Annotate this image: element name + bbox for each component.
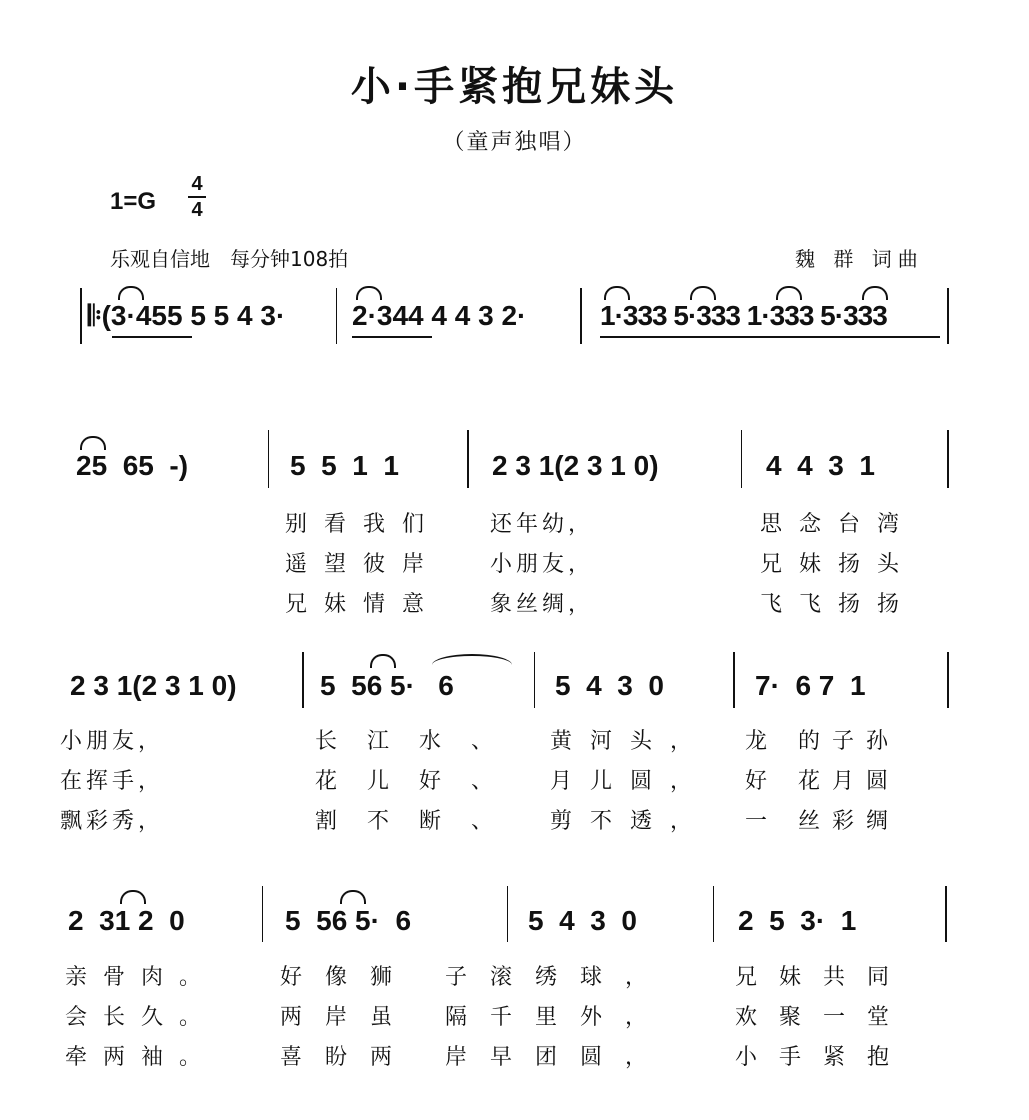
tempo-marking: 乐观自信地 每分钟108拍	[110, 247, 349, 271]
lyric-text: 象丝绸，	[490, 592, 595, 617]
measure: 5 56 5· 6	[320, 670, 454, 701]
lyric-block	[65, 958, 945, 1078]
measure: 4 4 3 1	[766, 450, 875, 481]
time-top: 4	[191, 173, 203, 195]
lyric-text: 兄妹情意	[285, 592, 442, 617]
lyric-text: 小朋友，	[490, 552, 595, 577]
barline	[713, 886, 714, 942]
tie-arc	[604, 286, 630, 300]
time-signature	[188, 172, 206, 222]
author-credit: 魏 群 词曲	[795, 247, 924, 271]
lyric-text: 欢聚一堂	[735, 1005, 912, 1030]
lyric-text: 小手紧抱	[735, 1045, 912, 1070]
measure: 2 3 1(2 3 1 0)	[492, 450, 659, 481]
barline	[336, 288, 337, 344]
barline	[467, 430, 469, 488]
tie-arc	[690, 286, 716, 300]
measure: 𝄆(3·455 5 5 4 3·	[88, 300, 286, 331]
lyric-text: 一 丝彩绸	[745, 809, 900, 834]
slur-arc	[432, 654, 512, 676]
key-signature: 1=G	[110, 188, 157, 215]
lyric-text: 思念台湾	[760, 512, 917, 537]
tie-arc	[118, 286, 144, 300]
lyric-text: 长江水、	[315, 729, 524, 754]
barline	[507, 886, 508, 942]
lyric-text: 好像狮 子滚绣球，	[280, 965, 670, 990]
lyric-text: 遥望彼岸	[285, 552, 442, 577]
beam	[600, 336, 940, 338]
barline	[268, 430, 269, 488]
tie-arc	[776, 286, 802, 300]
barline	[302, 652, 304, 708]
lyric-block	[285, 505, 945, 625]
lyric-text: 剪不透，	[550, 809, 711, 834]
tie-arc	[370, 654, 396, 668]
song-title: 小·手紧抱兄妹头	[350, 64, 679, 110]
measure: 2 31 2 0	[68, 905, 185, 936]
barline	[741, 430, 742, 488]
measure: 7· 6 7 1	[755, 670, 866, 701]
measure: 2·344 4 4 3 2·	[352, 300, 527, 331]
measure: 2 5 3· 1	[738, 905, 857, 936]
measure: 2 3 1(2 3 1 0)	[70, 670, 237, 701]
lyric-block	[60, 722, 940, 842]
lyric-text: 飘彩秀，	[60, 809, 165, 834]
tie-arc	[120, 890, 146, 904]
beam	[112, 336, 192, 338]
barline	[947, 288, 949, 344]
measure: 5 4 3 0	[555, 670, 664, 701]
lyric-text: 月儿圆，	[550, 769, 711, 794]
tie-arc	[80, 436, 106, 450]
measure: 5 4 3 0	[528, 905, 637, 936]
lyric-text: 喜盼两 岸早团圆，	[280, 1045, 670, 1070]
tie-arc	[862, 286, 888, 300]
barline	[534, 652, 535, 708]
lyric-text: 兄妹共同	[735, 965, 912, 990]
measure: 5 5 1 1	[290, 450, 399, 481]
lyric-text: 亲骨肉。	[65, 965, 218, 990]
lyric-text: 兄妹扬头	[760, 552, 917, 577]
barline	[733, 652, 735, 708]
lyric-text: 黄河头，	[550, 729, 711, 754]
lyric-text: 龙 的子孙	[745, 729, 900, 754]
barline	[947, 652, 949, 708]
barline	[945, 886, 947, 942]
lyric-text: 会长久。	[65, 1005, 218, 1030]
lyric-text: 别看我们	[285, 512, 442, 537]
tie-arc	[340, 890, 366, 904]
lyric-text: 好 花月圆	[745, 769, 900, 794]
lyric-text: 小朋友，	[60, 729, 165, 754]
beam	[352, 336, 432, 338]
lyric-text: 在挥手，	[60, 769, 165, 794]
lyric-text: 花儿好、	[315, 769, 524, 794]
measure: 5 56 5· 6	[285, 905, 412, 936]
lyric-text: 牵两袖。	[65, 1045, 218, 1070]
barline	[80, 288, 82, 344]
lyric-text: 两岸虽 隔千里外，	[280, 1005, 670, 1030]
barline	[580, 288, 582, 344]
subtitle: （童声独唱）	[442, 130, 587, 155]
barline	[262, 886, 263, 942]
lyric-text: 割不断、	[315, 809, 524, 834]
barline	[947, 430, 949, 488]
lyric-text: 还年幼，	[490, 512, 595, 537]
time-bottom: 4	[191, 199, 203, 221]
lyric-text: 飞飞扬扬	[760, 592, 917, 617]
measure: 25 65 -)	[76, 450, 189, 481]
measure: 1·333 5·333 1·333 5·333	[600, 300, 887, 331]
tie-arc	[356, 286, 382, 300]
